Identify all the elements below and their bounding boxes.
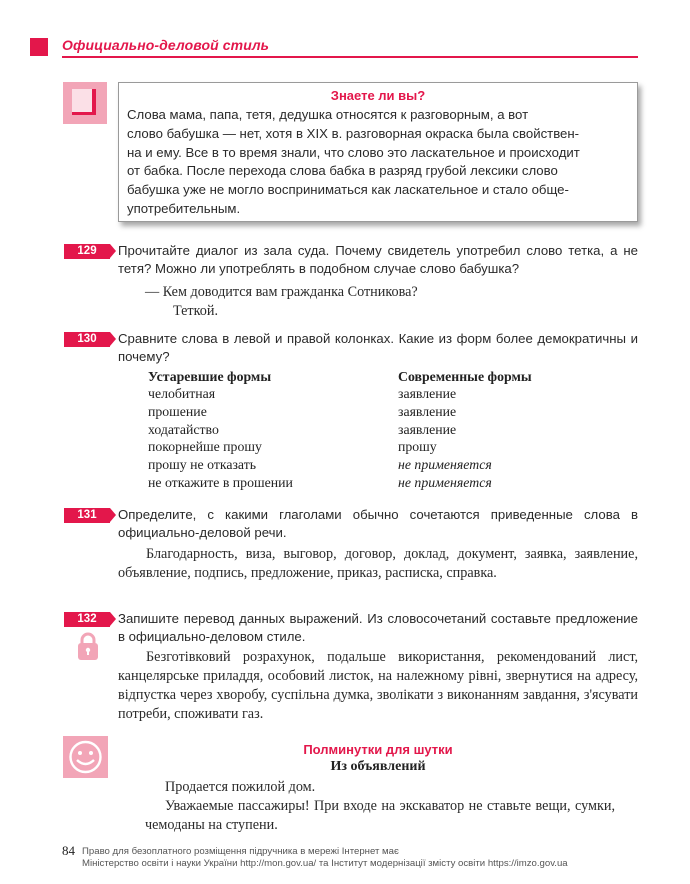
section-title: Официально-деловой стиль xyxy=(62,37,270,53)
did-you-know-text xyxy=(127,106,617,219)
exercise-131-text: Благодарность, виза, выговор, договор, доклад, документ, заявка, заявление, объявление, подпись, предложение, приказ, расписка, справка. xyxy=(118,546,638,581)
left-column xyxy=(148,369,388,492)
page-number: 84 xyxy=(62,843,75,858)
exercise-129-task: Прочитайте диалог из зала суда. Почему свидетель употребил слово тетка, а не тетя? Можно ли употреблять в подобном случае слово бабушка? xyxy=(118,243,638,276)
note-line: Слова мама, папа, тетя, дедушка относятся к разговорным, а вот xyxy=(127,107,529,122)
fun-title: Полминутки для шутки xyxy=(303,742,453,757)
note-icon xyxy=(63,82,107,124)
left-item: прошу не отказать xyxy=(148,457,257,473)
left-item: ходатайство xyxy=(148,421,219,437)
exercise-131-task: Определите, с какими глаголами обычно сочетаются приведенные слова в официально-деловой речи. xyxy=(118,507,638,540)
right-item: заявление xyxy=(398,403,457,419)
left-column-header: Устаревшие формы xyxy=(148,369,272,384)
exercise-129-dialog xyxy=(145,283,615,321)
note-line: на и ему. Все в то время знали, что слово это ласкательное и происходит xyxy=(127,144,580,160)
left-item: не откажите в прошении xyxy=(148,474,293,490)
footer-line-1: Право для безоплатного розміщення підручника в мережі Інтернет має xyxy=(82,846,399,857)
smile-icon xyxy=(63,736,108,778)
fun-subtitle: Из объявлений xyxy=(330,759,426,774)
note-line: слово бабушка — нет, хотя в XIX в. разговорная окраска была свойствен- xyxy=(127,125,580,141)
note-line: употребительным. xyxy=(127,200,241,216)
did-you-know-title: Знаете ли вы? xyxy=(330,88,426,103)
dialog-line: — Кем доводится вам гражданка Сотникова? xyxy=(145,284,418,300)
left-item: челобитная xyxy=(148,386,216,401)
exercise-number-132: 132 xyxy=(64,612,110,627)
exercise-number-130: 130 xyxy=(64,332,110,347)
right-item: не применяется xyxy=(398,474,492,490)
right-item: заявление xyxy=(398,386,457,401)
exercise-132-task: Запишите перевод данных выражений. Из словосочетаний составьте предложение в официально-деловом стиле. xyxy=(118,611,638,644)
exercise-number-131: 131 xyxy=(64,508,110,523)
right-column-header: Современные формы xyxy=(398,369,532,384)
right-item: прошу xyxy=(398,439,437,455)
fun-line: Продается пожилой дом. xyxy=(165,779,316,795)
exercise-number-129: 129 xyxy=(64,244,110,259)
note-line: бабушка уже не могло восприниматься как ласкательное и стало обще- xyxy=(127,182,569,198)
note-line: от бабка. После перехода слова бабка в разряд грубой лексики слово xyxy=(127,163,558,179)
left-item: покорнейше прошу xyxy=(148,439,262,455)
right-column xyxy=(398,369,628,492)
right-item: не применяется xyxy=(398,457,492,473)
header-accent-bar xyxy=(30,38,48,56)
exercise-132-text: Безготівковий розрахунок, подальше використання, рекомендований лист, канцелярське приладдя, особовий листок, на належному рівні, звернутися на адресу, відпустка через хворобу, суспільна думка, зволікати з виконанням завдання, з'ясувати потреби, споживати газ. xyxy=(118,649,638,722)
exercise-130-task: Сравните слова в левой и правой колонках. Какие из форм более демократичны и почему? xyxy=(118,331,638,364)
dialog-line: Теткой. xyxy=(173,303,219,319)
fun-text xyxy=(145,778,615,835)
fun-line: Уважаемые пассажиры! При входе на экскаватор не ставьте вещи, сумки, чемоданы на ступени. xyxy=(145,798,615,833)
header-rule xyxy=(62,56,638,58)
right-item: заявление xyxy=(398,421,457,437)
footer-line-2: Міністерство освіти і науки України http://mon.gov.ua/ та Інститут модернізації змісту освіти https://imzo.gov.ua xyxy=(82,858,568,869)
left-item: прошение xyxy=(148,403,207,419)
lock-icon xyxy=(77,631,99,661)
